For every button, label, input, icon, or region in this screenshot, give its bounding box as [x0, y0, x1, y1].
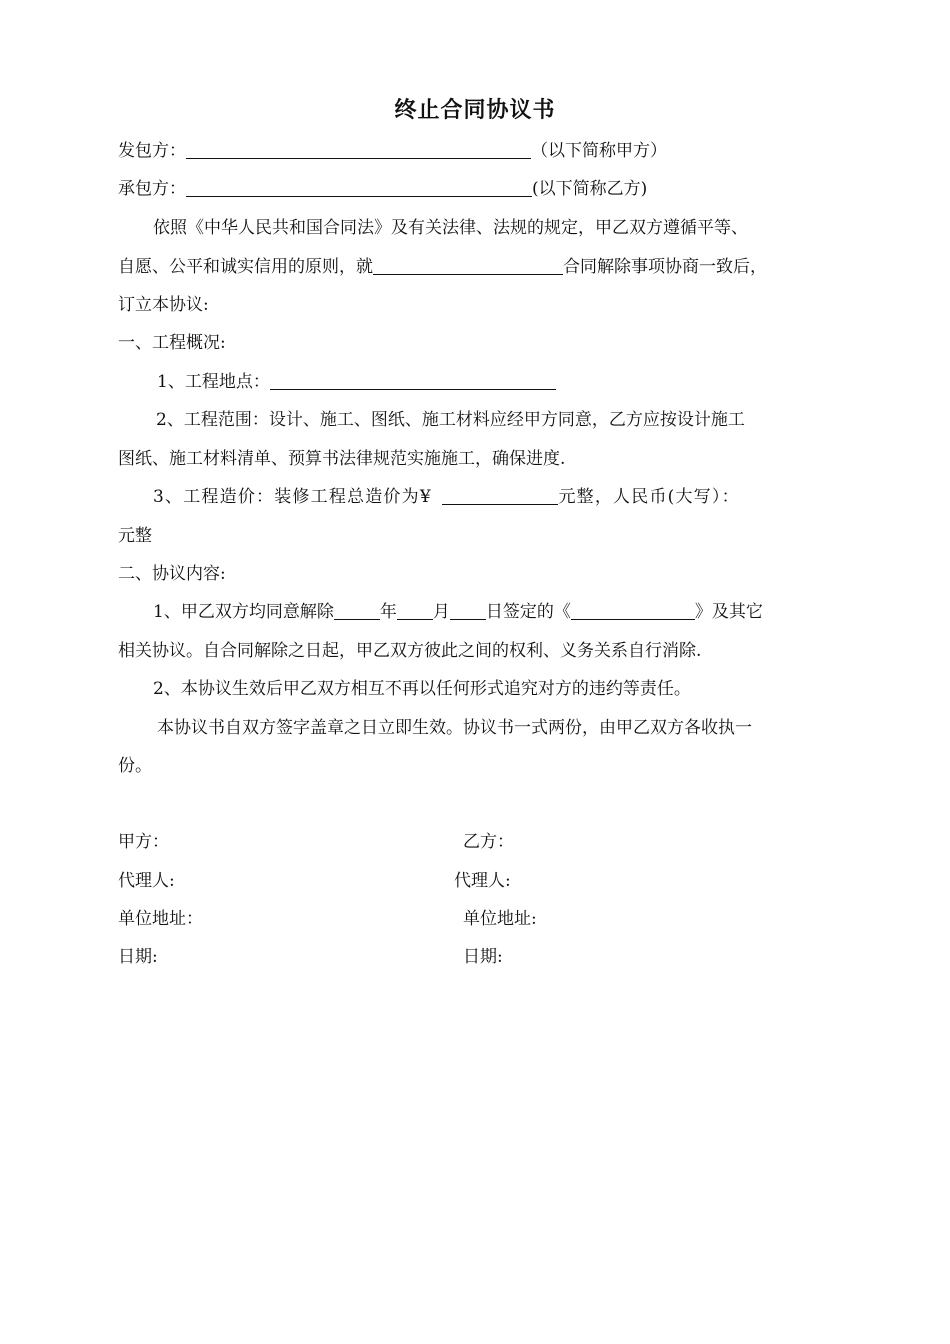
month-field[interactable] [397, 601, 433, 620]
cost-text-before: 3、工程造价：装修工程总造价为¥ [153, 487, 432, 507]
termination-text-after: 》及其它 [694, 602, 763, 622]
cost-row [153, 485, 740, 509]
preamble-line-1: 依照《中华人民共和国合同法》及有关法律、法规的规定，甲乙双方遵循平等、 [153, 218, 748, 238]
signature-date-a: 日期: [118, 947, 158, 967]
section-1-heading: 一、工程概况: [118, 333, 226, 353]
contract-name-field[interactable] [373, 256, 563, 275]
preamble-text-before: 自愿、公平和诚实信用的原则，就 [118, 257, 373, 277]
no-liability-line: 2、本协议生效后甲乙双方相互不再以任何形式追究对方的违约等责任。 [153, 679, 691, 699]
site-location-row [157, 370, 556, 394]
year-label: 年 [379, 602, 397, 622]
preamble-line-3: 订立本协议: [118, 295, 209, 315]
agreement-name-field[interactable] [571, 601, 695, 620]
party-a-field[interactable] [186, 140, 531, 159]
site-location-label: 1、工程地点： [157, 372, 270, 392]
signature-date-b: 日期: [463, 947, 503, 967]
scope-line-1: 2、工程范围：设计、施工、图纸、施工材料应经甲方同意，乙方应按设计施工 [156, 410, 745, 430]
cost-line-2: 元整 [118, 526, 152, 546]
signature-address-b: 单位地址: [463, 909, 537, 929]
site-location-field[interactable] [270, 371, 556, 390]
party-a-label: 发包方： [118, 141, 186, 161]
effect-line-1: 本协议书自双方签字盖章之日立即生效。协议书一式两份，由甲乙双方各收执一 [157, 718, 752, 738]
party-b-label: 承包方： [118, 179, 186, 199]
party-b-note: (以下简称乙方) [532, 179, 648, 199]
termination-row [153, 600, 763, 624]
document-title: 终止合同协议书 [394, 98, 556, 123]
signature-party-a: 甲方： [118, 832, 169, 852]
party-a-row [118, 139, 667, 163]
preamble-text-after: 合同解除事项协商一致后， [563, 257, 767, 277]
party-a-note: （以下简称甲方） [531, 141, 667, 161]
signature-address-a: 单位地址： [118, 909, 203, 929]
termination-line-2: 相关协议。自合同解除之日起，甲乙双方彼此之间的权利、义务关系自行消除. [118, 641, 702, 661]
scope-line-2: 图纸、施工材料清单、预算书法律规范实施施工，确保进度. [118, 449, 566, 469]
signature-party-b: 乙方： [463, 832, 514, 852]
section-2-heading: 二、协议内容: [118, 564, 226, 584]
party-b-field[interactable] [186, 178, 532, 197]
day-field[interactable] [450, 601, 486, 620]
cost-text-after: 元整，人民币(大写）： [558, 487, 740, 507]
termination-text-before: 1、甲乙双方均同意解除 [153, 602, 334, 622]
party-b-row [118, 177, 647, 201]
year-field[interactable] [334, 601, 380, 620]
preamble-line-2 [118, 255, 767, 279]
day-label: 日签定的《 [485, 602, 571, 622]
effect-line-2: 份。 [118, 756, 152, 776]
cost-amount-field[interactable] [442, 486, 558, 505]
month-label: 月 [432, 602, 450, 622]
signature-agent-b: 代理人: [454, 871, 511, 891]
signature-agent-a: 代理人: [118, 871, 175, 891]
